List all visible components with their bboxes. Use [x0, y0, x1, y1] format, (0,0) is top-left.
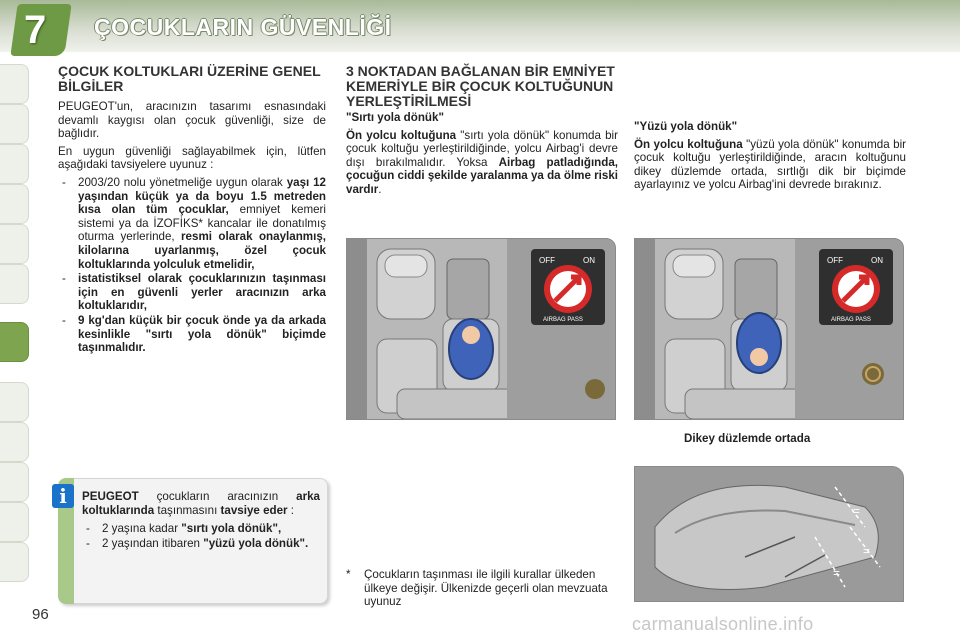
side-tab[interactable]	[0, 184, 29, 224]
advice-item: - 9 kg'dan küçük bir çocuk önde ya da arkada kesinlikle "sırtı yola dönük" biçimde taşınmalıdır.	[58, 314, 326, 355]
side-tab[interactable]	[0, 144, 29, 184]
page-number: 96	[32, 606, 49, 623]
side-tab[interactable]	[0, 104, 29, 144]
advice-list	[58, 176, 326, 355]
airbag-on-icon	[819, 249, 893, 325]
forward-facing-subheading: "Yüzü yola dönük"	[634, 120, 738, 133]
info-item: - 2 yaşına kadar "sırtı yola dönük",	[82, 522, 320, 536]
airbag-warning-icon	[862, 363, 884, 385]
side-tab[interactable]	[0, 382, 29, 422]
chapter-number: 7	[24, 8, 47, 52]
middle-column	[346, 64, 618, 201]
info-list	[82, 522, 320, 550]
intro-paragraph: PEUGEOT'un, aracınızın tasarımı esnasındaki devamlı kaygısı olan çocuk güvenliği, size de bağlıdır.	[58, 100, 326, 141]
svg-text:ON: ON	[583, 256, 595, 265]
side-tab[interactable]	[0, 64, 29, 104]
side-tab[interactable]	[0, 422, 29, 462]
rear-facing-paragraph: Ön yolcu koltuğuna "sırtı yola dönük" konumda bir çocuk koltuğu yerleştirildiğinde, yolcu Airbag'i devre dışı bırakılmalıdır. Yoksa Airbag patladığında, çocuğun ciddi şekilde yaralanma ya da ölme riski vardır.	[346, 128, 618, 196]
forward-facing-paragraph: Ön yolcu koltuğuna "yüzü yola dönük" konumda bir çocuk koltuğu yerleştirildiğinde, aracın koltuğunu dikey düzlemde ortada, sırtlığı dik bir biçimde ayarlayınız ve yolcu Airbag'ini devrede bırakınız.	[634, 137, 907, 192]
side-tab[interactable]	[0, 264, 29, 304]
side-tab[interactable]	[0, 462, 29, 502]
page-title: ÇOCUKLARIN GÜVENLİĞİ	[94, 14, 392, 40]
advice-paragraph: En uygun güvenliği sağlayabilmek için, lütfen aşağıdaki tavsiyelere uyunuz :	[58, 144, 326, 172]
info-lead: PEUGEOT çocukların aracınızın arka koltuklarında taşınmasını tavsiye eder :	[82, 490, 320, 517]
svg-text:=: =	[833, 566, 841, 580]
footnote	[346, 568, 618, 609]
section-heading-belt: 3 NOKTADAN BAĞLANAN BİR EMNİYET KEMERİYLE BİR ÇOCUK KOLTUĞUNUN YERLEŞTİRİLMESİ	[346, 63, 615, 109]
seat-position-caption: Dikey düzlemde ortada	[684, 432, 811, 445]
svg-text:OFF: OFF	[539, 256, 555, 265]
info-icon: i	[52, 484, 74, 508]
forward-facing-illustration	[634, 238, 904, 420]
side-tab[interactable]	[0, 502, 29, 542]
svg-text:=: =	[863, 544, 871, 558]
right-column	[634, 120, 906, 196]
airbag-warning-icon	[585, 379, 605, 399]
svg-text:AIRBAG PASS: AIRBAG PASS	[543, 317, 583, 323]
footnote-marker: *	[346, 568, 351, 581]
footnote-text: Çocukların taşınması ile ilgili kurallar ülkeden ülkeye değişir. Ülkenizde geçerli olan mevzuata uyunuz	[364, 568, 608, 609]
airbag-off-icon	[531, 249, 605, 325]
rear-facing-subheading: "Sırtı yola dönük"	[346, 111, 444, 124]
side-tab[interactable]	[0, 542, 29, 582]
svg-text:ON: ON	[871, 256, 883, 265]
advice-item: - istatistiksel olarak çocuklarınızın taşınması için en güvenli yerler aracınızın arka koltuklarıdır,	[58, 272, 326, 313]
side-tab[interactable]	[0, 224, 29, 264]
seat-adjustment-illustration	[634, 466, 904, 602]
svg-text:AIRBAG PASS: AIRBAG PASS	[831, 317, 871, 323]
info-box-text	[82, 490, 320, 551]
left-column	[58, 64, 326, 356]
section-heading-general: ÇOCUK KOLTUKLARI ÜZERİNE GENEL BİLGİLER	[58, 63, 321, 94]
info-item: - 2 yaşından itibaren "yüzü yola dönük".	[82, 537, 320, 551]
svg-text:OFF: OFF	[827, 256, 843, 265]
rear-facing-illustration	[346, 238, 616, 420]
side-tab-active[interactable]	[0, 322, 29, 362]
watermark: carmanualsonline.info	[632, 614, 814, 634]
side-chapter-tabs	[0, 64, 32, 584]
svg-text:=: =	[853, 504, 861, 518]
advice-item: - 2003/20 nolu yönetmeliğe uygun olarak yaşı 12 yaşından küçük ya da boyu 1.5 metreden kısa olan tüm çocuklar, emniyet kemeri sistemi ya da İZOFİKS* kancalar ile donatılmış oturma yerlerinde, resmi olarak onaylanmış, kilolarına uyarlanmış, özel çocuk koltuklarında yolculuk etmelidir,	[58, 176, 326, 271]
